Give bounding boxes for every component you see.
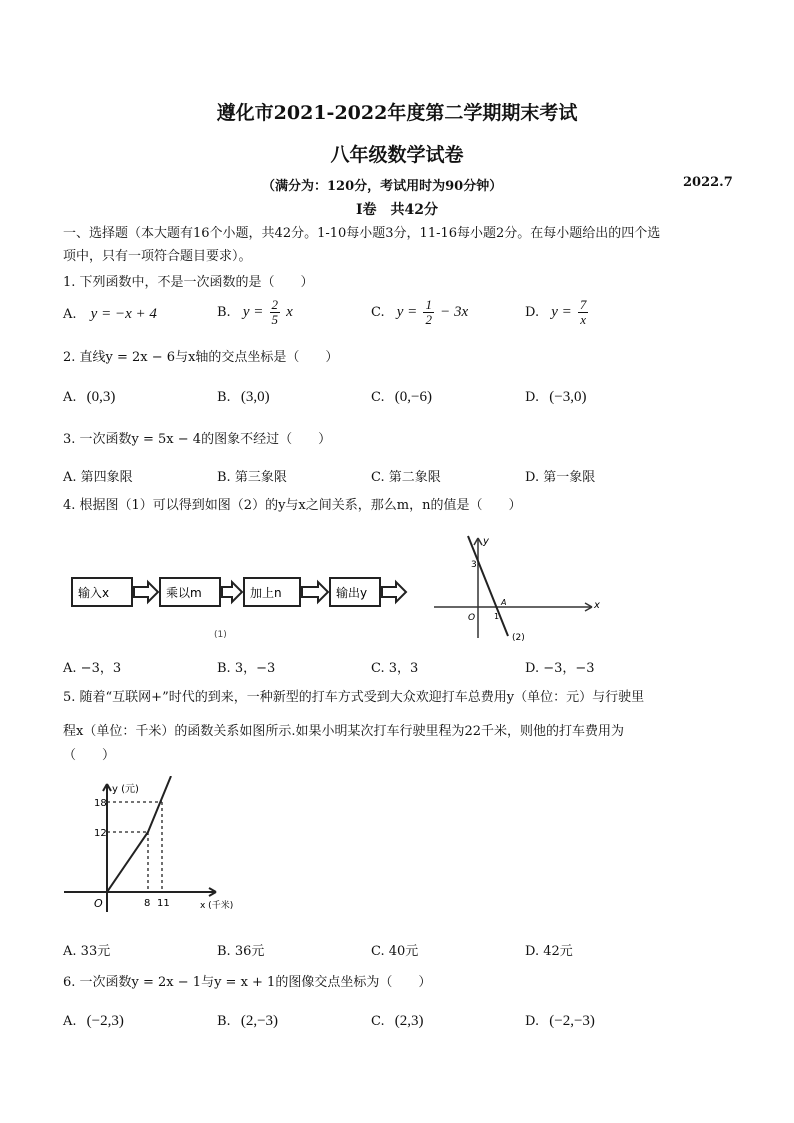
question-6-option-a: A. (−2,3) (63, 1013, 124, 1029)
question-3-option-d: D. 第一象限 (525, 470, 596, 485)
question-5-option-a: A. 33元 (63, 944, 111, 959)
instructions-line-1: 一、选择题（本大题有16个小题，共42分。1-10每小题3分，11-16每小题2分。在每小题给出的四个选 (63, 226, 661, 241)
question-4-option-c: C. 3，3 (371, 661, 419, 676)
question-5-stem-line-1: 5. 随着“互联网+”时代的到来，一种新型的打车方式受到大众欢迎打车总费用y（单位：元）与行驶里 (63, 690, 645, 705)
y-axis-label: y (483, 536, 489, 547)
question-2-option-a: A. (0,3) (63, 389, 116, 405)
x-tick-8: 8 (144, 898, 151, 909)
flow-arrow-3 (302, 582, 328, 602)
question-5-option-b: B. 36元 (217, 944, 265, 959)
x-tick-11: 11 (157, 898, 170, 909)
exam-title: 遵化市2021-2022年度第二学期期末考试 (216, 102, 578, 124)
exam-subtitle: 八年级数学试卷 (330, 144, 464, 166)
question-4-option-a: A. −3，3 (63, 661, 122, 676)
question-4-stem: 4. 根据图（1）可以得到如图（2）的y与x之间关系，那么m，n的值是（ ） (63, 498, 522, 513)
flow-arrow-1 (134, 582, 158, 602)
question-1-option-d: D. y = $\frac{7}{x}$ (525, 297, 587, 327)
question-3-option-b: B. 第三象限 (217, 470, 287, 485)
exam-info: （满分为：120分，考试用时为90分钟） (262, 179, 503, 194)
question-6-option-c: C. (2,3) (371, 1013, 424, 1029)
question-6-option-b: B. (2,−3) (217, 1013, 279, 1029)
question-6-option-d: D. (−2,−3) (525, 1013, 595, 1029)
flow-box-input-label: 输入x (78, 586, 110, 600)
question-2-stem: 2. 直线y = 2x − 6与x轴的交点坐标是（ ） (63, 350, 339, 365)
flow-arrow-4 (382, 582, 406, 602)
question-5-stem-line-2: 程x（单位：千米）的函数关系如图所示.如果小明某次打车行驶里程为22千米，则他的打车费用为 (63, 724, 625, 739)
y-axis-label: y (元) (112, 784, 139, 795)
y-tick-12: 12 (94, 828, 107, 839)
question-3-option-c: C. 第二象限 (371, 470, 441, 485)
x-axis-label: x (千米) (200, 901, 234, 911)
y-tick-label: 3 (471, 560, 477, 570)
y-tick-18: 18 (94, 798, 107, 809)
question-3-stem: 3. 一次函数y = 5x − 4的图象不经过（ ） (63, 432, 332, 447)
question-1-stem: 1. 下列函数中，不是一次函数的是（ ） (63, 275, 314, 290)
question-2-option-b: B. (3,0) (217, 389, 270, 405)
figure-4-graph (430, 534, 600, 644)
flow-box-add-label: 加上n (250, 586, 282, 600)
x-tick-label: 1 (494, 612, 500, 621)
flow-box-multiply-label: 乘以m (166, 586, 202, 600)
flow-arrow-2 (222, 582, 242, 602)
x-axis-label: x (594, 600, 600, 611)
question-5-option-c: C. 40元 (371, 944, 419, 959)
figure-4-flowchart (68, 565, 413, 645)
section-title: I卷 共42分 (355, 202, 439, 218)
question-1-option-a: A. y = −x + 4 (63, 306, 157, 322)
instructions-line-2: 项中，只有一项符合题目要求）。 (63, 249, 252, 264)
question-4-option-d: D. −3，−3 (525, 661, 595, 676)
question-1-option-c: C. y = $\frac{1}{2}$ − 3x (371, 297, 469, 327)
point-a-label: A (501, 598, 507, 607)
figure-4-label-1: (1) (214, 630, 227, 640)
question-4-option-b: B. 3，−3 (217, 661, 276, 676)
question-1-option-b: B. y = $\frac{2}{5}$ x (217, 297, 293, 327)
question-6-stem: 6. 一次函数y = 2x − 1与y = x + 1的图像交点坐标为（ ） (63, 975, 432, 990)
question-5-option-d: D. 42元 (525, 944, 573, 959)
exam-date: 2022.7 (683, 175, 733, 190)
figure-5-graph (64, 776, 254, 916)
figure-4-label-2: (2) (512, 633, 525, 643)
flow-box-output-label: 输出y (336, 586, 368, 600)
question-5-stem-line-3: （ ） (63, 748, 116, 763)
question-2-option-d: D. (−3,0) (525, 389, 587, 405)
question-2-option-c: C. (0,−6) (371, 389, 432, 405)
origin-label: O (94, 897, 103, 910)
origin-label: O (468, 613, 476, 623)
question-3-option-a: A. 第四象限 (63, 470, 133, 485)
